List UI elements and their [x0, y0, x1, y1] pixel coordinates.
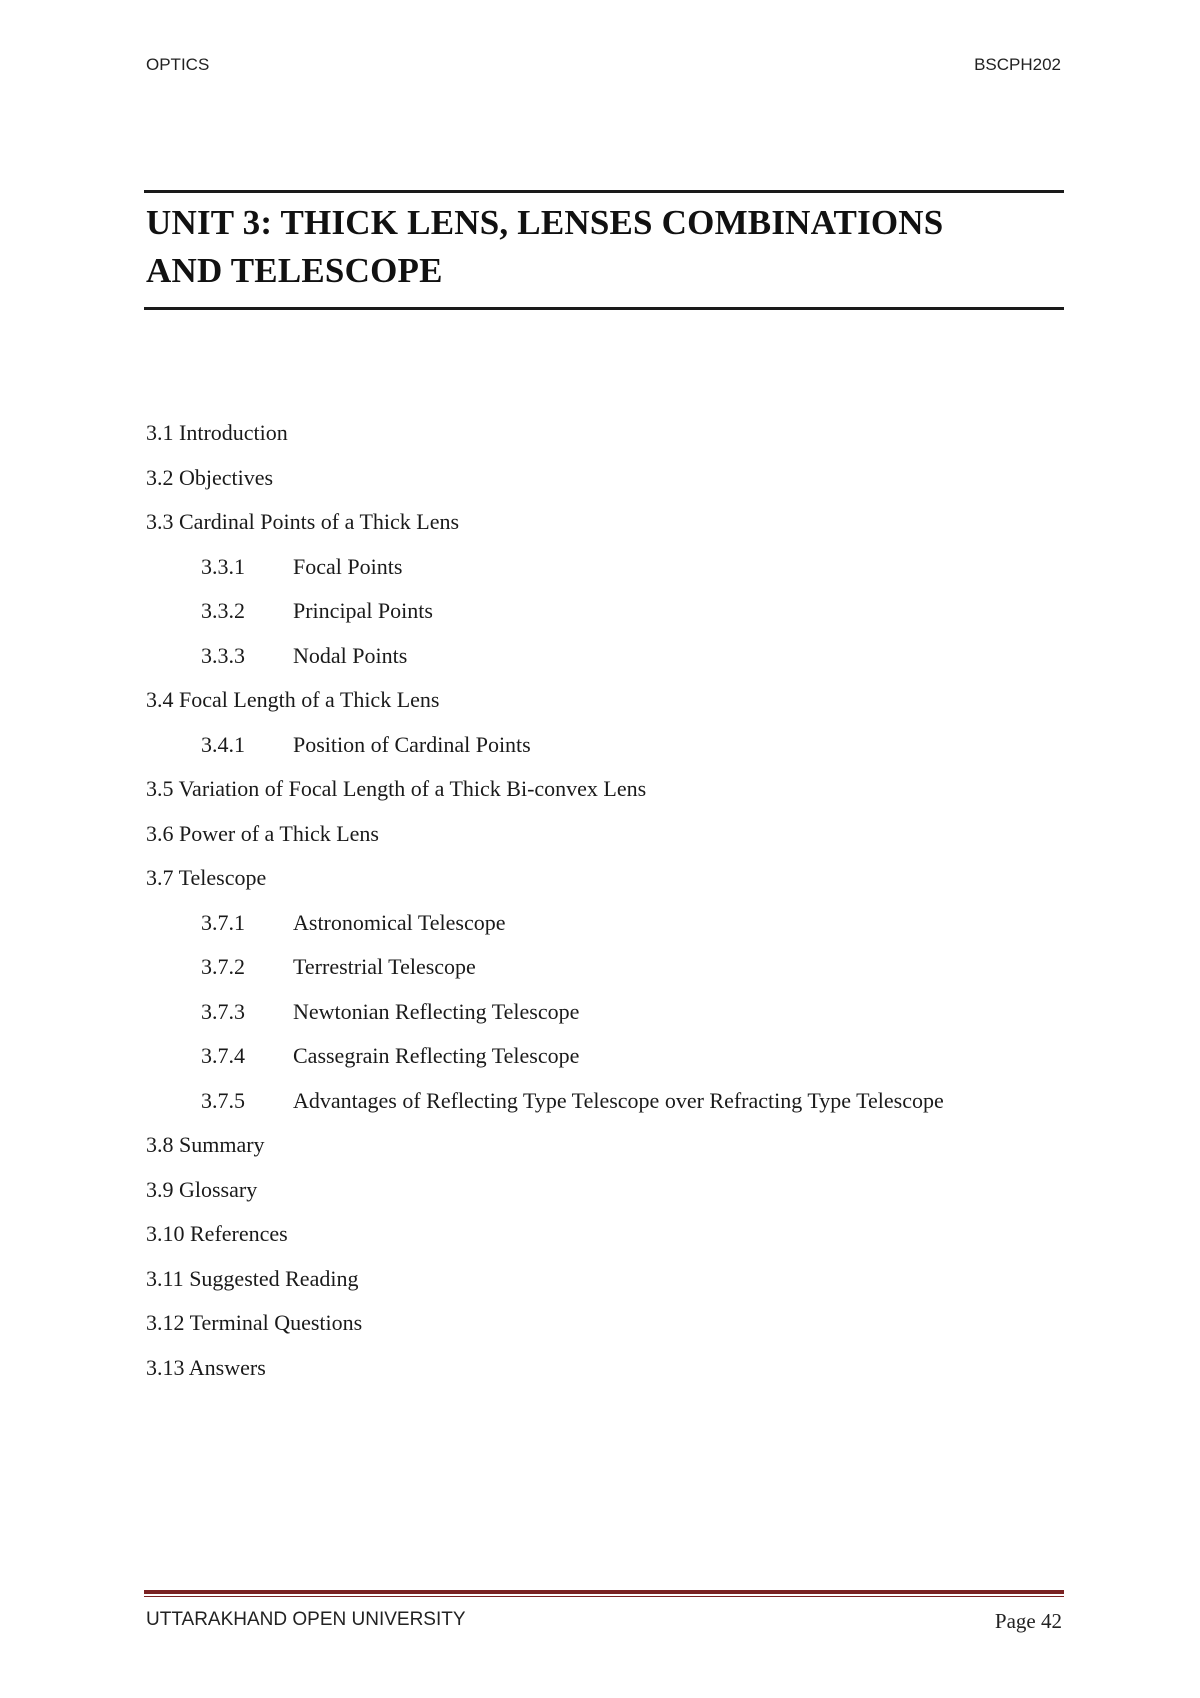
page-footer: [144, 1590, 1064, 1639]
toc-item: [146, 774, 1066, 819]
toc-item-number: 3.9: [146, 1176, 174, 1202]
toc-item-number: 3.4.1: [201, 731, 245, 757]
footer-text: [144, 1609, 1064, 1639]
toc-item: [146, 819, 1066, 864]
toc-item-title: Advantages of Reflecting Type Telescope over Refracting Type Telescope: [293, 1087, 944, 1113]
toc-item-title: Suggested Reading: [189, 1265, 359, 1291]
toc-item: [146, 507, 1066, 552]
toc-item: [146, 418, 1066, 463]
toc-item-title: Telescope: [178, 865, 267, 890]
course-code: BSCPH202: [974, 55, 1061, 74]
toc-item: [146, 1264, 1066, 1309]
toc-item-title: Terrestrial Telescope: [293, 954, 476, 979]
toc-item-title: Cassegrain Reflecting Telescope: [293, 1043, 580, 1068]
toc-item-title: Position of Cardinal Points: [293, 731, 531, 757]
toc-item-number: 3.7.5: [201, 1087, 245, 1113]
toc-item-number: 3.7.2: [201, 954, 245, 979]
toc-item-title: Astronomical Telescope: [293, 909, 506, 935]
toc-item-title: Cardinal Points of a Thick Lens: [179, 509, 460, 534]
toc-item-number: 3.4: [146, 687, 174, 712]
unit-title-line-1: UNIT 3: THICK LENS, LENSES COMBINATIONS: [146, 203, 944, 242]
toc-item: [146, 552, 1066, 597]
toc-item-number: 3.13: [146, 1354, 185, 1380]
toc-item-number: 3.6: [146, 820, 174, 846]
toc-item-title: Answers: [188, 1354, 266, 1380]
toc-item: [146, 596, 1066, 641]
toc-item: [146, 908, 1066, 953]
university-name: UTTARAKHAND OPEN UNIVERSITY: [146, 1609, 466, 1630]
toc-item-number: 3.2: [146, 464, 174, 490]
toc-item: [146, 1130, 1066, 1175]
toc-item: [146, 1353, 1066, 1398]
toc-item: [146, 730, 1066, 775]
toc-item-number: 3.12: [146, 1310, 185, 1335]
page-header: [146, 55, 1061, 79]
toc-item-title: Power of a Thick Lens: [179, 820, 379, 846]
toc-item-title: Summary: [179, 1132, 265, 1157]
toc-item-number: 3.8: [146, 1132, 174, 1157]
toc-item-title: Glossary: [179, 1176, 258, 1202]
toc-item-title: Newtonian Reflecting Telescope: [293, 998, 580, 1024]
footer-rule-thick: [144, 1590, 1064, 1594]
course-name: OPTICS: [146, 55, 210, 74]
toc-item: [146, 863, 1066, 908]
toc-item-title: Nodal Points: [293, 642, 408, 668]
toc-item-title: Principal Points: [293, 598, 433, 623]
toc-item: [146, 463, 1066, 508]
toc-item: [146, 997, 1066, 1042]
toc-item: [146, 685, 1066, 730]
toc-item-title: Focal Length of a Thick Lens: [179, 687, 440, 712]
page-number: Page 42: [994, 1609, 1062, 1633]
unit-title-line-2: AND TELESCOPE: [146, 251, 443, 290]
toc-item-number: 3.7.1: [201, 909, 245, 935]
toc-item: [146, 641, 1066, 686]
toc-item-title: Introduction: [179, 420, 288, 445]
toc-item: [146, 952, 1066, 997]
toc-item-number: 3.7: [146, 865, 174, 890]
toc-item-title: Terminal Questions: [189, 1310, 363, 1335]
toc-item: [146, 1086, 1066, 1131]
toc-item-number: 3.7.4: [201, 1043, 245, 1068]
toc-item-number: 3.3.1: [201, 553, 245, 579]
toc-item-number: 3.11: [146, 1265, 184, 1291]
toc-item-title: References: [190, 1221, 288, 1246]
unit-title-block: [144, 190, 1064, 310]
toc-item: [146, 1175, 1066, 1220]
toc-item: [146, 1219, 1066, 1264]
toc-item-number: 3.1: [146, 420, 174, 445]
toc-item-number: 3.3.3: [201, 642, 245, 668]
toc-item-title: Objectives: [179, 464, 274, 490]
toc-item-number: 3.3.2: [201, 598, 245, 623]
toc-item-number: 3.10: [146, 1221, 185, 1246]
toc-item-number: 3.5: [146, 776, 174, 801]
toc-item-number: 3.7.3: [201, 998, 245, 1024]
footer-rule-thin: [144, 1596, 1064, 1597]
toc-item-title: Variation of Focal Length of a Thick Bi-convex Lens: [178, 776, 647, 801]
toc-item: [146, 1041, 1066, 1086]
table-of-contents: [146, 418, 1066, 1397]
toc-item-number: 3.3: [146, 509, 174, 534]
toc-item: [146, 1308, 1066, 1353]
toc-item-title: Focal Points: [293, 553, 403, 579]
unit-title: [146, 199, 1062, 295]
